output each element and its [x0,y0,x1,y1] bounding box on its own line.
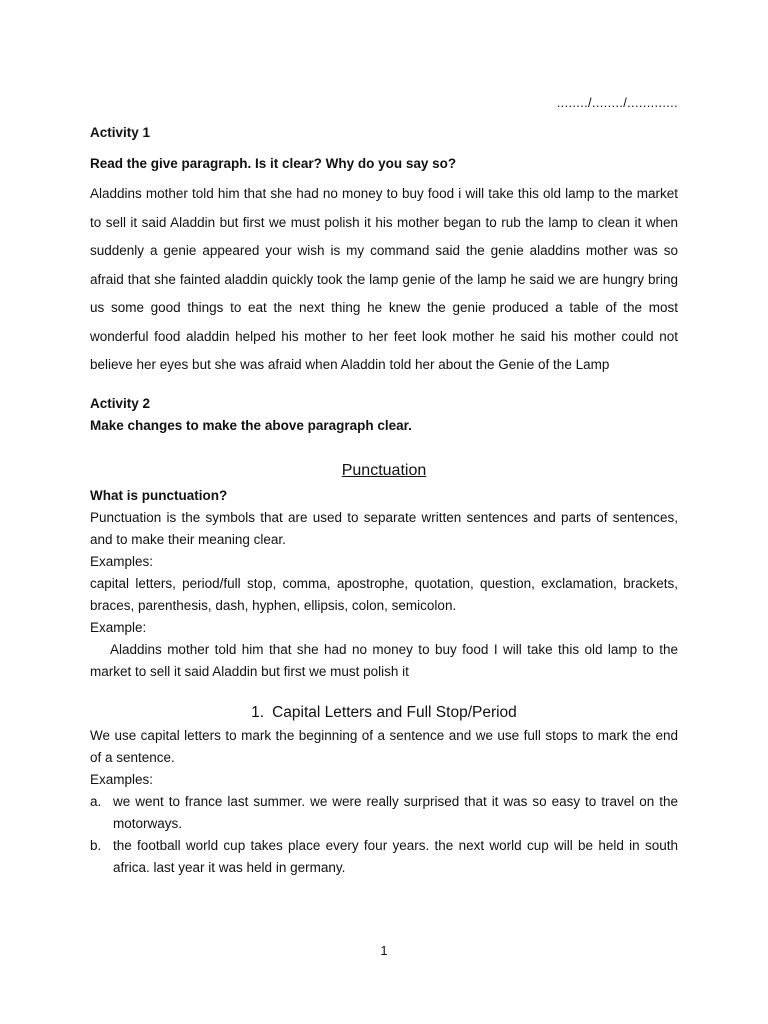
example-text: Aladdins mother told him that she had no money to buy food I will take this old lamp to the market to sell it said Aladdin but first we must polish it [90,642,678,679]
activity1-question: Read the give paragraph. Is it clear? Why do you say so? [90,156,457,171]
punctuation-title: Punctuation [341,462,427,479]
activity1-paragraph: Aladdins mother told him that she had no money to buy food i will take this old lamp to the market to sell it said Aladdin but first we must polish it his mother began to rub the lamp to clean it when suddenly a genie appeared your wish is my command said the genie aladdins mother was so afraid that she fainted aladdin quickly took the lamp genie of the lamp he said we are hungry bring us some good things to eat the next thing he knew the genie produced a table of the most wonderful food aladdin helped his mother to her feet look mother he said his mother could not believe her eyes but she was afraid when Aladdin told her about the Genie of the Lamp [90,186,678,372]
example-label: Example: [90,620,147,635]
examples-label: Examples: [90,554,154,569]
list-item [90,791,678,835]
section1-number: 1. [251,704,265,721]
page-number: 1 [380,943,388,958]
list-item [90,835,678,879]
activity2-instruction: Make changes to make the above paragraph clear. [90,418,412,433]
punctuation-definition: Punctuation is the symbols that are used to separate written sentences and parts of sentences, and to make their meaning clear. [90,510,678,547]
date-line: ......../......../............. [556,95,678,110]
activity2-heading: Activity 2 [90,396,151,411]
punctuation-section [90,485,678,683]
punctuation-question: What is punctuation? [90,488,228,503]
section1-intro: We use capital letters to mark the beginning of a sentence and we use full stops to mark the end of a sentence. [90,728,678,765]
activity1-heading: Activity 1 [90,125,151,140]
section1-example-list [90,791,678,879]
list-item-text: the football world cup takes place every four years. the next world cup will be held in south africa. last year it was held in germany. [113,838,678,875]
section1-title: Capital Letters and Full Stop/Period [272,704,517,721]
section1-examples-label: Examples: [90,772,154,787]
section1-body [90,725,678,879]
list-marker: b. [90,838,102,853]
list-marker: a. [90,794,102,809]
list-item-text: we went to france last summer. we were really surprised that it was so easy to travel on the motorways. [113,794,678,831]
punctuation-examples: capital letters, period/full stop, comma, apostrophe, quotation, question, exclamation, brackets, braces, parenthesis, dash, hyphen, ellipsis, colon, semicolon. [90,576,678,613]
section1-heading [0,704,768,722]
